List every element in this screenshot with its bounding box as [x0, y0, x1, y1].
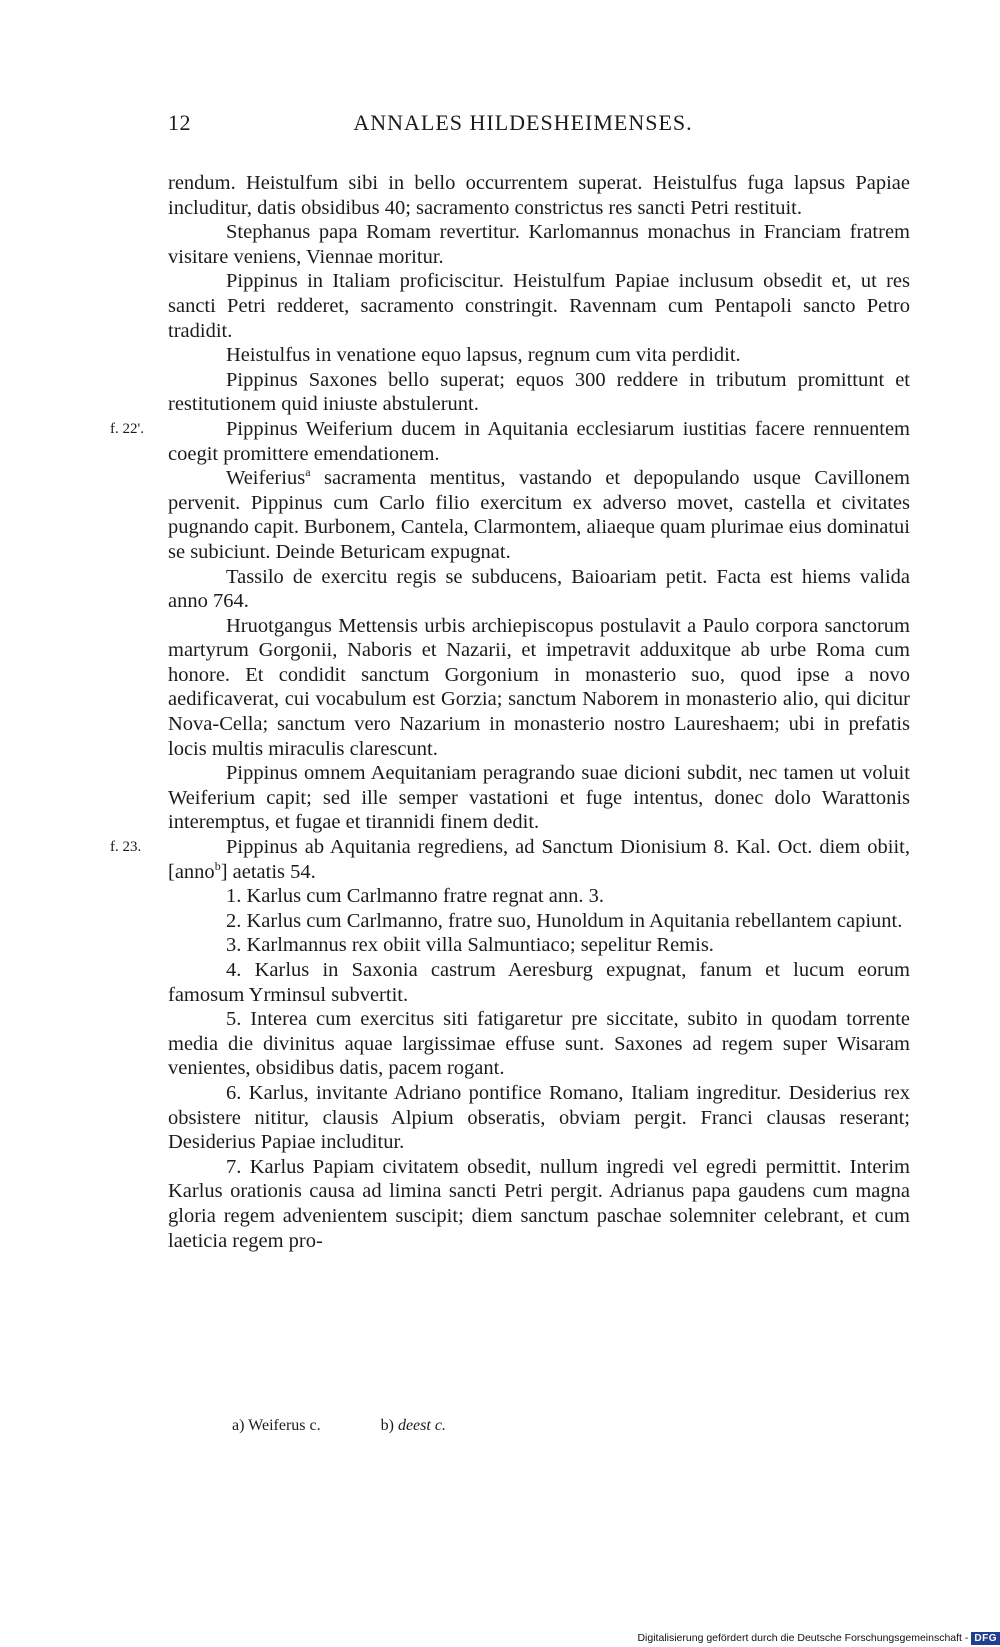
paragraph: Pippinus omnem Aequitaniam peragrando suae dicioni subdit, nec tamen ut voluit Weiferium capit; sed ille semper vastationi et fuge intentus, donec dolo Warattonis interemptus, et fugae et tirannidi finem dedit.	[168, 762, 910, 834]
running-head	[168, 110, 878, 140]
paragraph: rendum. Heistulfum sibi in bello occurrentem superat. Heistulfus fuga lapsus Papiae includitur, datis obsidibus 40; sacramento constrictus res sancti Petri restituit.	[168, 172, 910, 219]
footnote-text: deest c.	[397, 1417, 446, 1434]
paragraph: 7. Karlus Papiam civitatem obsedit, nullum ingredi vel egredi permittit. Interim Karlus orationis causa ad limina sancti Petri pergit. Adrianus papa gaudens cum magna gloria regem advenientem suscipit; diem sanctum paschae solemniter celebrant, et cum laeticia regem pro-	[168, 1155, 910, 1252]
paragraph: Pippinus Saxones bello superat; equos 300 reddere in tributum promittunt et restitutionem quid iniuste abstulerunt.	[168, 368, 910, 416]
paragraph: 3. Karlmannus rex obiit villa Salmuntiaco; sepelitur Remis.	[226, 934, 714, 957]
footnote-text: Weiferus c.	[248, 1417, 321, 1434]
footnote-marker: a	[305, 465, 311, 480]
footnote-b	[381, 1417, 446, 1434]
paragraph: 2. Karlus cum Carlmanno, fratre suo, Hunoldum in Aquitania rebellantem capiunt.	[226, 909, 903, 932]
page-number: 12	[168, 110, 191, 135]
paragraph-text: Pippinus Weiferium ducem in Aquitania ecclesiarum iustitias facere rennuentem coegit promittere emendationem.	[168, 417, 910, 465]
paragraph-text: Weiferius	[226, 467, 306, 490]
paragraph: Pippinus in Italiam proficiscitur. Heistulfum Papiae inclusum obsedit et, ut res sancti Petri redderet, sacramento constringit. Ravennam cum Pentapoli sancto Petro tradidit.	[168, 270, 910, 342]
paragraph: 1. Karlus cum Carlmanno fratre regnat ann. 3.	[226, 885, 604, 908]
paragraph-with-margin-note	[110, 417, 910, 466]
paragraph-text: ] aetatis 54.	[220, 860, 316, 883]
paragraph: 5. Interea cum exercitus siti fatigaretur pre siccitate, subito in quodam torrente media die divinitus aquae largissimae effuse sunt. Saxones ad regem super Wisaram venientes, obsidibus datis, pacem rogant.	[168, 1008, 910, 1080]
paragraph-with-margin-note	[110, 835, 910, 884]
paragraph: Hruotgangus Mettensis urbis archiepiscopus postulavit a Paulo corpora sanctorum martyrum Gorgonii, Naboris et Nazarii, et impetravit adduxitque ab urbe Roma cum honore. Et condidit sanctum Gorgonium in monasterio suo, quod ipse a novo aedificaverat, cui vocabulum est Gorzia; sanctum Naborem in monasterio alio, qui dicitur Nova-Cella; sanctum vero Nazarium in monasterio nostro Laureshaem; ubi in prefatis locis multis miraculis clarescunt.	[168, 614, 910, 760]
folio-margin-note: f. 23.	[110, 839, 142, 856]
footnotes	[232, 1417, 502, 1435]
dfg-logo: DFG	[971, 1632, 1000, 1645]
paragraph: Heistulfus in venatione equo lapsus, regnum cum vita perdidit.	[226, 344, 741, 367]
footnote-label: a)	[232, 1417, 245, 1434]
paragraph-text: sacramenta mentitus, vastando et depopulando usque Cavillonem pervenit. Pippinus cum Carlo filio exercitum ex adverso movet, castella et civitates pugnando capit. Burbonem, Cantela, Clarmontem, aliaeque quam plurimae eius dominatui se subiciunt. Deinde Beturicam expugnat.	[168, 467, 910, 563]
digitization-credit	[635, 1629, 1000, 1647]
folio-margin-note: f. 22'.	[110, 420, 144, 437]
paragraph: Tassilo de exercitu regis se subducens, Baioariam petit. Facta est hiems valida anno 764.	[168, 565, 910, 613]
main-text	[110, 171, 910, 1253]
paragraph: Stephanus papa Romam revertitur. Karlomannus monachus in Franciam fratrem visitare veniens, Viennae moritur.	[168, 221, 910, 268]
footnote-a	[232, 1417, 321, 1434]
footnote-label: b)	[380, 1417, 394, 1434]
paragraph: 4. Karlus in Saxonia castrum Aeresburg expugnat, fanum et lucum eorum famosum Yrminsul subvertit.	[168, 959, 910, 1006]
page-title: ANNALES HILDESHEIMENSES.	[353, 110, 693, 135]
paragraph	[168, 466, 910, 564]
footnote-marker: b	[214, 858, 221, 873]
credit-text: Digitalisierung gefördert durch die Deutsche Forschungsgemeinschaft -	[637, 1632, 969, 1644]
paragraph-text: Pippinus ab Aquitania regrediens, ad Sanctum Dionisium 8. Kal. Oct. diem obiit, [anno	[168, 836, 910, 883]
paragraph: 6. Karlus, invitante Adriano pontifice Romano, Italiam ingreditur. Desiderius rex obsistere nititur, clausis Alpium obseratis, obviam pergit. Franci clausas reserant; Desiderius Papiae includitur.	[168, 1081, 910, 1154]
